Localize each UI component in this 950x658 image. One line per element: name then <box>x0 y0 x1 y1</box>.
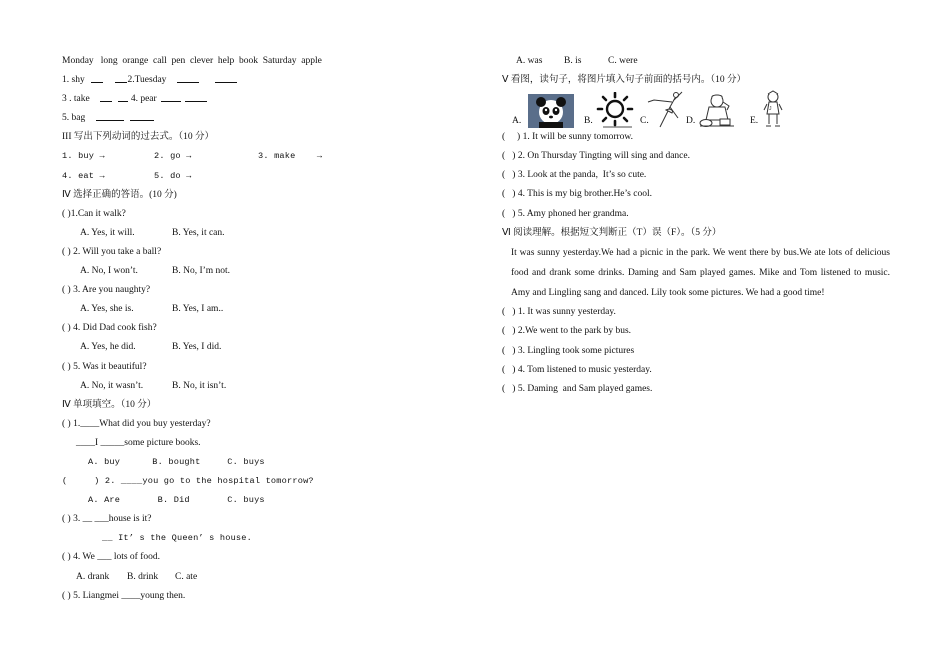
answer-blank[interactable] <box>130 110 154 121</box>
picture-c <box>640 90 686 128</box>
answer-line <box>62 434 472 453</box>
answer-line: __ It’ s the Queen’ s house. <box>102 533 252 544</box>
picture-label: D. <box>686 116 696 127</box>
plural-item-label: 1. shy <box>62 75 85 86</box>
picture-label: B. <box>584 116 593 127</box>
right-column <box>502 52 890 399</box>
answer-line-text: ____I _____some picture books. <box>76 437 201 448</box>
boy-icon <box>760 90 786 128</box>
option-b[interactable]: B. is <box>564 56 582 66</box>
answer-blank[interactable] <box>115 72 127 83</box>
dancer-icon <box>646 90 686 128</box>
answer-options <box>62 224 472 243</box>
section4a-title: Ⅳ 选择正确的答语。(10 分) <box>62 189 177 200</box>
answer-blank[interactable] <box>215 72 237 83</box>
plural-row-3 <box>62 109 472 128</box>
question: ( ) 2. ____you go to the hospital tomorrow? <box>62 476 314 487</box>
answer-options[interactable]: A. buy B. bought C. buys <box>88 456 265 467</box>
plural-row-2 <box>62 90 472 109</box>
picture-match-item: ( ) 5. Amy phoned her grandma. <box>502 208 629 219</box>
true-false-item: ( ) 2.We went to the park by bus. <box>502 326 632 337</box>
option-a[interactable]: A. was <box>516 56 543 66</box>
question: ( )1.Can it walk? <box>62 208 126 219</box>
true-false-item: ( ) 3. Lingling took some pictures <box>502 345 635 356</box>
past-tense-item: 3. make → <box>258 151 323 162</box>
answer-blank[interactable] <box>91 72 103 83</box>
word-bank: Monday long orange call pen clever help book Saturday apple <box>62 56 322 66</box>
reading-passage: It was sunny yesterday.We had a picnic in the park. We went there by bus.We ate lots of delicious food and drank some drinks. Daming and Sam played games. Mike and Tom listened to music. Amy and Lingling sang and danced. Lily took some pictures. We had a good time! <box>511 247 890 299</box>
answer-options <box>62 262 472 281</box>
grandma-phone-icon <box>698 92 736 128</box>
picture-match-item: ( ) 3. Look at the panda, It’s so cute. <box>502 170 647 181</box>
picture-row <box>502 90 890 128</box>
true-false-item: ( ) 5. Daming and Sam played games. <box>502 383 653 394</box>
option-b[interactable]: B. No, I’m not. <box>172 266 231 277</box>
picture-match-item: ( ) 1. It will be sunny tomorrow. <box>502 132 634 143</box>
option-a[interactable]: A. Yes, he did. <box>80 342 136 353</box>
past-tense-item: 1. buy → <box>62 151 105 162</box>
picture-label: E. <box>750 116 759 127</box>
past-tense-item: 5. do → <box>154 170 192 181</box>
option-a[interactable]: A. drank <box>76 571 110 582</box>
answer-options <box>62 377 472 396</box>
picture-match-item: ( ) 2. On Thursday Tingting will sing and dance. <box>502 151 690 162</box>
answer-blank[interactable] <box>100 91 112 102</box>
past-tense-row-1 <box>62 147 472 166</box>
answer-options <box>62 300 472 319</box>
plural-item-label: 4. pear <box>130 94 157 105</box>
section5-title: Ⅴ 看图，读句子，将图片填入句子前面的括号内。（10 分） <box>502 75 746 86</box>
question: ( ) 2. Will you take a ball? <box>62 246 162 257</box>
question: ( ) 3. __ ___house is it? <box>62 514 152 525</box>
option-b[interactable]: B. Yes, I did. <box>172 342 222 353</box>
section6-title: Ⅵ 阅读理解。根据短文判断正（T）误（F）。（5 分） <box>502 227 722 238</box>
picture-match-item: ( ) 4. This is my big brother.He’s cool. <box>502 189 652 200</box>
option-c[interactable]: C. were <box>608 56 638 66</box>
option-a[interactable]: A. No, it wasn’t. <box>80 380 144 391</box>
answer-options <box>62 568 472 587</box>
true-false-item: ( ) 4. Tom listened to music yesterday. <box>502 364 652 375</box>
option-b[interactable]: B. Yes, it can. <box>172 227 225 238</box>
answer-options[interactable]: A. Are B. Did C. buys <box>88 495 265 506</box>
past-tense-row-2 <box>62 167 472 186</box>
question: ( ) 3. Are you naughty? <box>62 285 151 296</box>
panda-icon <box>528 94 574 128</box>
past-tense-item: 4. eat → <box>62 170 105 181</box>
section3-title: III 写出下列动词的过去式。（10 分） <box>62 132 214 143</box>
picture-e <box>750 90 796 128</box>
option-c[interactable]: C. ate <box>175 571 198 582</box>
option-b[interactable]: B. drink <box>127 571 159 582</box>
option-b[interactable]: B. Yes, I am.. <box>172 304 224 315</box>
question: ( ) 1.____What did you buy yesterday? <box>62 418 211 429</box>
section4b-title: Ⅳ 单项填空。（10 分） <box>62 399 157 410</box>
option-a[interactable]: A. Yes, it will. <box>80 227 135 238</box>
answer-blank[interactable] <box>161 91 181 102</box>
left-column <box>62 52 472 606</box>
option-a[interactable]: A. No, I won’t. <box>80 266 138 277</box>
plural-item-label: 2.Tuesday <box>127 75 167 86</box>
answer-options <box>62 338 472 357</box>
svg-text:J: J <box>769 106 772 113</box>
plural-item-label: 3 . take <box>62 94 90 105</box>
sun-icon <box>594 92 636 128</box>
picture-label: C. <box>640 116 649 127</box>
option-a[interactable]: A. Yes, she is. <box>80 304 134 315</box>
question: ( ) 4. We ___ lots of food. <box>62 552 161 563</box>
option-b[interactable]: B. No, it isn’t. <box>172 380 227 391</box>
answer-blank[interactable] <box>96 110 124 121</box>
question: ( ) 5. Was it beautiful? <box>62 361 147 372</box>
answer-blank[interactable] <box>177 72 199 83</box>
picture-label: A. <box>512 116 522 127</box>
picture-a <box>512 90 584 128</box>
answer-options <box>502 52 890 71</box>
answer-blank[interactable] <box>118 91 128 102</box>
picture-d <box>686 90 750 128</box>
question: ( ) 5. Liangmei ____young then. <box>62 590 186 601</box>
true-false-item: ( ) 1. It was sunny yesterday. <box>502 307 616 318</box>
answer-blank[interactable] <box>185 91 207 102</box>
plural-item-label: 5. bag <box>62 113 86 124</box>
plural-row-1 <box>62 71 472 90</box>
question: ( ) 4. Did Dad cook fish? <box>62 323 157 334</box>
picture-b <box>584 90 640 128</box>
past-tense-item: 2. go → <box>154 151 192 162</box>
